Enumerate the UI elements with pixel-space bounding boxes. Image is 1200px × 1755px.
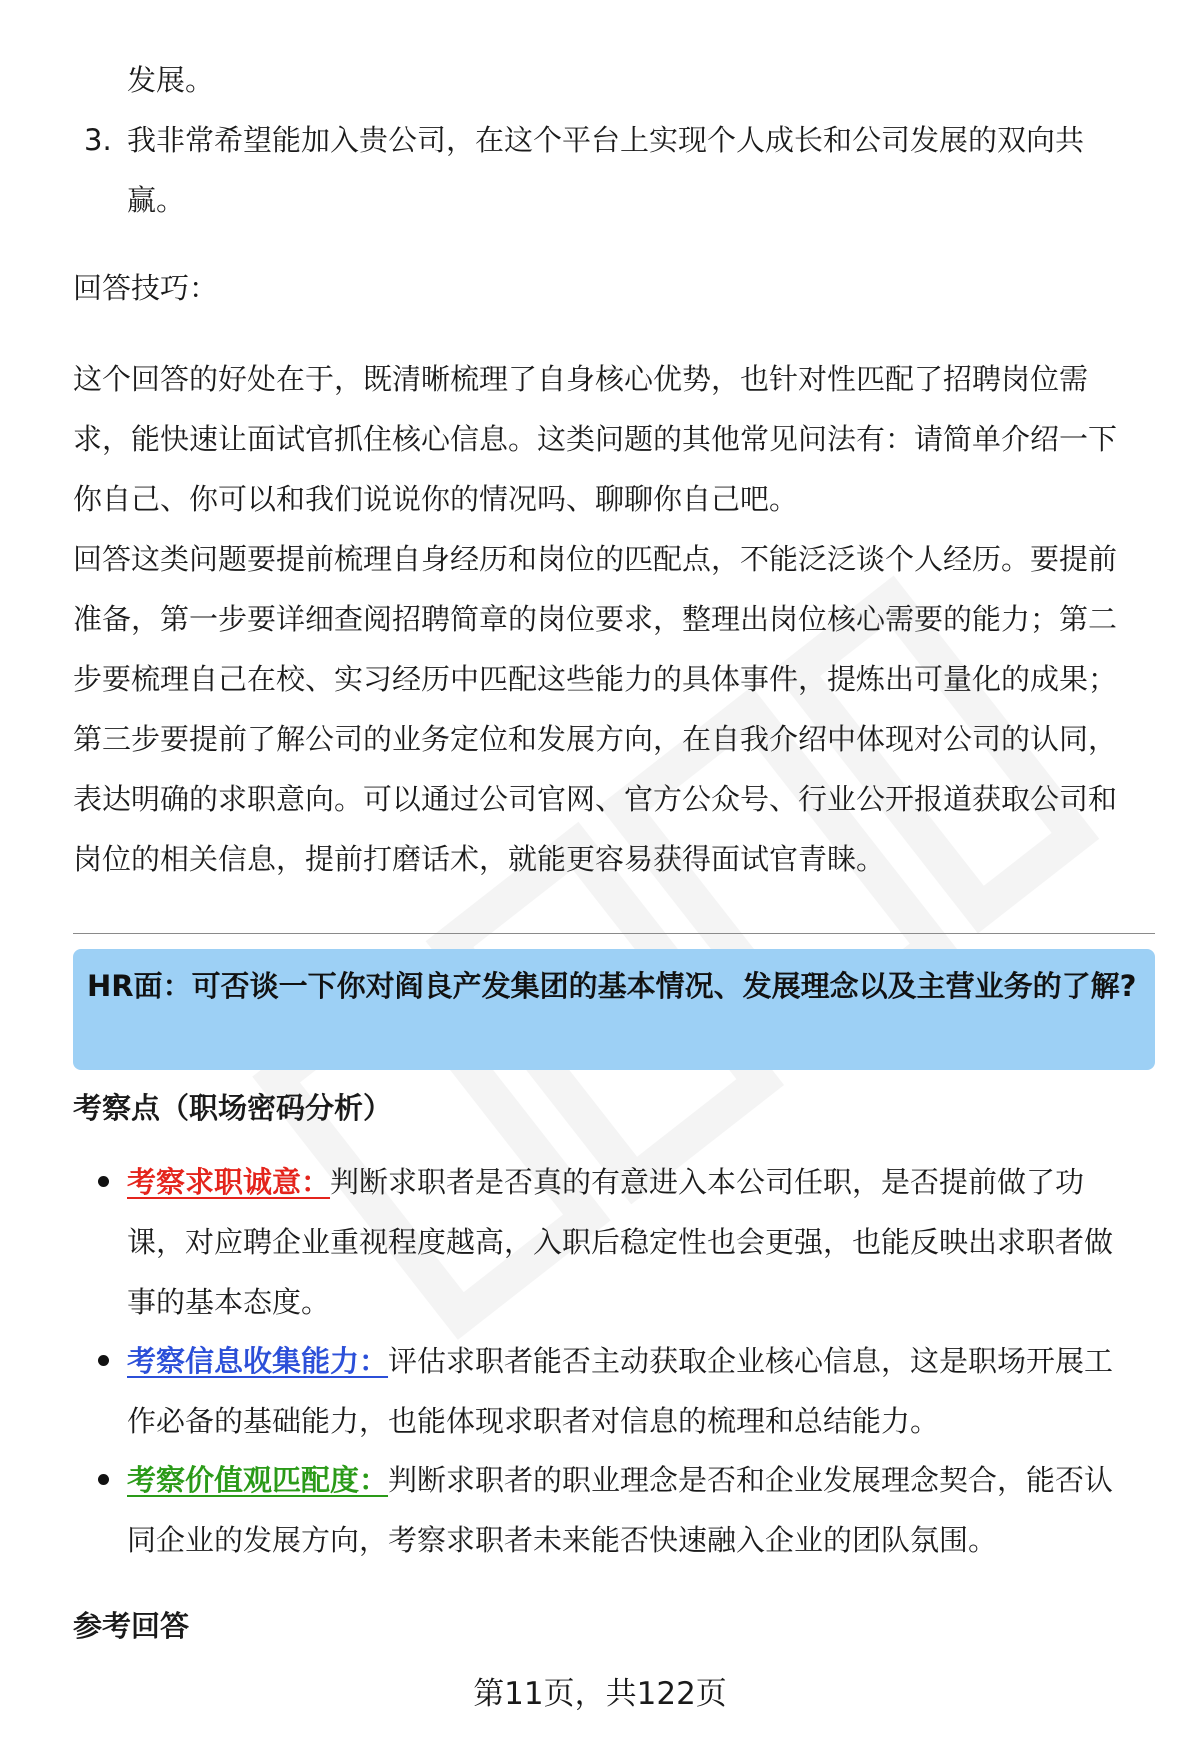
paragraph-line: 求，能快速让面试官抓住核心信息。这类问题的其他常见问法有：请简单介绍一下	[73, 422, 1118, 456]
bullet-item-line: 课，对应聘企业重视程度越高，入职后稳定性也会更强，也能反映出求职者做	[127, 1225, 1114, 1259]
bullet-item-line: 同企业的发展方向，考察求职者未来能否快速融入企业的团队氛围。	[127, 1523, 998, 1557]
bullet-item-line: 事的基本态度。	[127, 1285, 331, 1319]
paragraph-line: 第三步要提前了解公司的业务定位和发展方向，在自我介绍中体现对公司的认同，	[73, 722, 1118, 756]
paragraph-line: 表达明确的求职意向。可以通过公司官网、官方公众号、行业公开报道获取公司和	[73, 782, 1118, 816]
bullet-text: 判断求职者的职业理念是否和企业发展理念契合，能否认	[388, 1463, 1114, 1497]
keyword-info-gathering: 考察信息收集能力：	[127, 1344, 389, 1378]
hr-question-box	[73, 949, 1155, 1070]
list-item-text: 我非常希望能加入贵公司，在这个平台上实现个人成长和公司发展的双向共	[127, 123, 1085, 157]
bullet-dot	[98, 1474, 109, 1485]
hr-question-text: HR面：可否谈一下你对阎良产发集团的基本情况、发展理念以及主营业务的了解?	[87, 969, 1137, 1003]
page-number: 第11页，共122页	[473, 1676, 727, 1712]
keyword-values-match: 考察价值观匹配度：	[127, 1463, 389, 1497]
bullet-item-line	[127, 1152, 1084, 1212]
bullet-text: 评估求职者能否主动获取企业核心信息，这是职场开展工	[388, 1344, 1114, 1378]
bullet-text: 判断求职者是否真的有意进入本公司任职，是否提前做了功	[330, 1165, 1085, 1199]
paragraph-line: 步要梳理自己在校、实习经历中匹配这些能力的具体事件，提炼出可量化的成果；	[73, 662, 1118, 696]
paragraph-line: 准备，第一步要详细查阅招聘简章的岗位要求，整理出岗位核心需要的能力；第二	[73, 602, 1118, 636]
paragraph-line: 你自己、你可以和我们说说你的情况吗、聊聊你自己吧。	[73, 482, 799, 516]
bullet-item-line	[127, 1450, 1113, 1510]
keyword-sincerity: 考察求职诚意：	[127, 1165, 331, 1199]
list-number: 3.	[84, 123, 112, 157]
bullet-item-line: 作必备的基础能力，也能体现求职者对信息的梳理和总结能力。	[127, 1404, 940, 1438]
reference-answer-heading: 参考回答	[73, 1609, 190, 1643]
tips-heading: 回答技巧：	[73, 271, 219, 305]
paragraph-line: 回答这类问题要提前梳理自身经历和岗位的匹配点，不能泛泛谈个人经历。要提前	[73, 542, 1118, 576]
bullet-dot	[98, 1355, 109, 1366]
section-divider	[73, 933, 1155, 934]
paragraph-line: 这个回答的好处在于，既清晰梳理了自身核心优势，也针对性匹配了招聘岗位需	[73, 362, 1089, 396]
paragraph-line: 岗位的相关信息，提前打磨话术，就能更容易获得面试官青睐。	[73, 842, 886, 876]
list-item-text: 赢。	[127, 183, 186, 217]
continued-text: 发展。	[127, 63, 215, 97]
bullet-item-line	[127, 1331, 1113, 1391]
bullet-dot	[98, 1176, 109, 1187]
analysis-heading: 考察点（职场密码分析）	[73, 1091, 393, 1125]
